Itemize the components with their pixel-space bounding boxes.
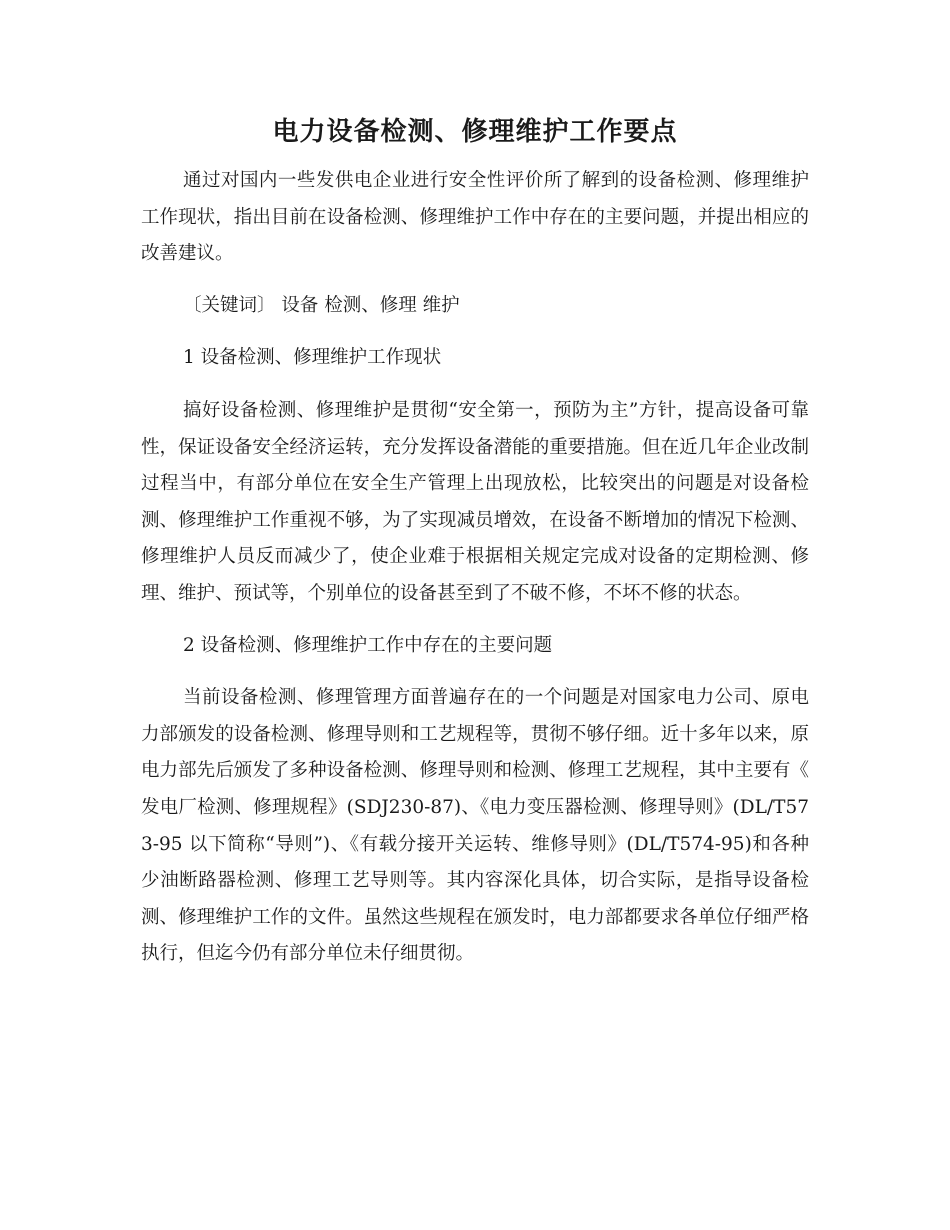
section-2-paragraph: 当前设备检测、修理管理方面普遍存在的一个问题是对国家电力公司、原电力部颁发的设备检测、修理导则和工艺规程等，贯彻不够仔细。近十多年以来，原电力部先后颁发了多种设备检测、修理导则和检测、修理工艺规程，其中主要有《 发电厂检测、修理规程》(SDJ230-87)、《电力变压器检测、修理导则》(DL/T573-95 以下简称“导则”)、《有载分接开关运转、维修导则》(DL/T574-95)和各种少油断路器检测、修理工艺导则等。其内容深化具体，切合实际，是指导设备检测、修理维护工作的文件。虽然这些规程在颁发时，电力部都要求各单位仔细严格执行，但迄今仍有部分单位未仔细贯彻。 xyxy=(141,687,809,965)
abstract-paragraph: 通过对国内一些发供电企业进行安全性评价所了解到的设备检测、修理维护工作现状，指出目前在设备检测、修理维护工作中存在的主要问题，并提出相应的改善建议。 xyxy=(141,170,809,265)
section-heading-1: 1 设备检测、修理维护工作现状 xyxy=(183,347,442,369)
document-title: 电力设备检测、修理维护工作要点 xyxy=(272,117,678,147)
document-page xyxy=(141,112,809,973)
keywords-line: 〔关键词〕 设备 检测、修理 维护 xyxy=(183,294,460,316)
section-1-paragraph: 搞好设备检测、修理维护是贯彻“安全第一，预防为主”方针，提高设备可靠性，保证设备安全经济运转，充分发挥设备潜能的重要措施。但在近几年企业改制过程当中，有部分单位在安全生产管理上出现放松，比较突出的问题是对设备检测、修理维护工作重视不够，为了实现减员增效，在设备不断增加的情况下检测、修理维护人员反而减少了，使企业难于根据相关规定完成对设备的定期检测、修理、维护、预试等，个别单位的设备甚至到了不破不修，不坏不修的状态。 xyxy=(141,399,809,604)
section-heading-2: 2 设备检测、修理维护工作中存在的主要问题 xyxy=(183,634,553,656)
